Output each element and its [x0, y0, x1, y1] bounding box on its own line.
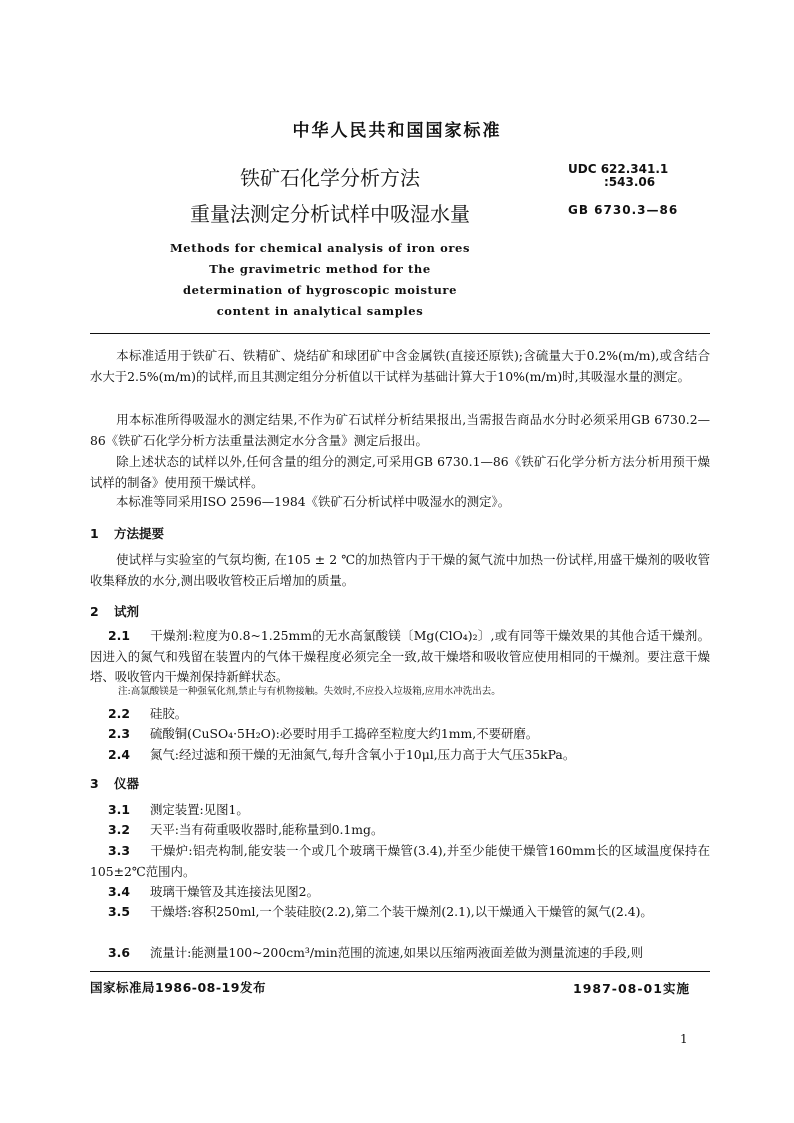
gb-code: GB 6730.3—86 [568, 203, 679, 217]
english-title-line: The gravimetric method for the [209, 262, 431, 276]
implementation-date: 1987-08-01实施 [573, 981, 690, 996]
apparatus-item: 3.2 天平:当有荷重吸收器时,能称量到0.1mg。 [108, 822, 384, 837]
reagent-item: 2.2 硅胶。 [108, 706, 188, 721]
udc-code [568, 163, 668, 189]
apparatus-item: 3.6 流量计:能测量100~200cm³/min范围的流速,如果以压缩两液面差做为测量流速的手段,则 [108, 945, 643, 960]
apparatus-item: 3.4 玻璃干燥管及其连接法见图2。 [108, 884, 319, 899]
reagent-note: 注:高氯酸镁是一种强氧化剂,禁止与有机物接触。失效时,不应投入垃圾箱,应用水冲洗出去。 [118, 686, 501, 697]
udc-line-2: :543.06 [604, 175, 656, 189]
reagent-item: 2.4 氮气:经过滤和预干燥的无油氮气,每升含氧小于10μl,压力高于大气压35kPa。 [108, 747, 576, 762]
apparatus-item: 3.1 测定装置:见图1。 [108, 802, 249, 817]
reagent-item: 2.1 干燥剂:粒度为0.8~1.25mm的无水高氯酸镁〔Mg(ClO₄)₂〕,或有同等干燥效果的其他合适干燥剂。因进入的氮气和残留在装置内的气体干燥程度必须完全一致,故干燥塔和吸收管应使用相同的干燥剂。要注意干燥塔、吸收管内干燥剂保持新鲜状态。 [90, 628, 710, 684]
apparatus-item: 3.3 干燥炉:铝壳构制,能安装一个或几个玻璃干燥管(3.4),并至少能使干燥管160mm长的区域温度保持在105±2℃范围内。 [90, 843, 710, 879]
section-1-heading: 1 方法提要 [90, 526, 165, 541]
reagent-item: 2.3 硫酸铜(CuSO₄·5H₂O):必要时用手工捣碎至粒度大约1mm,不要研磨。 [108, 726, 539, 741]
english-title-line: determination of hygroscopic moisture [182, 283, 458, 297]
intro-paragraph-4: 本标准等同采用ISO 2596—1984《铁矿石分析试样中吸湿水的测定》。 [116, 494, 511, 509]
title-line-1: 铁矿石化学分析方法 [240, 166, 420, 190]
english-title [150, 238, 490, 322]
top-divider [90, 333, 710, 334]
section-3-heading: 3 仪器 [90, 776, 140, 791]
intro-paragraph-1: 本标准适用于铁矿石、铁精矿、烧结矿和球团矿中含金属铁(直接还原铁);含硫量大于0.2%(m/m),或含结合水大于2.5%(m/m)的试样,而且其测定组分分析值以干试样为基础计算大于10%(m/m)时,其吸湿水量的测定。 [90, 348, 710, 384]
intro-paragraph-3: 除上述状态的试样以外,任何含量的组分的测定,可采用GB 6730.1—86《铁矿石化学分析方法分析用预干燥试样的制备》使用预干燥试样。 [90, 454, 710, 490]
issued-date: 国家标准局1986-08-19发布 [90, 980, 266, 995]
english-title-line: content in analytical samples [216, 304, 424, 318]
title-line-2: 重量法测定分析试样中吸湿水量 [190, 202, 470, 226]
udc-line-1: UDC 622.341.1 [568, 162, 669, 176]
section-2-heading: 2 试剂 [90, 604, 140, 619]
page-number: 1 [680, 1032, 688, 1046]
intro-paragraph-2: 用本标准所得吸湿水的测定结果,不作为矿石试样分析结果报出,当需报告商品水分时必须采用GB 6730.2—86《铁矿石化学分析方法重量法测定水分含量》测定后报出。 [90, 412, 710, 448]
section-1-text: 使试样与实验室的气氛均衡, 在105 ± 2 ℃的加热管内于干燥的氮气流中加热一份试样,用盛干燥剂的吸收管收集释放的水分,测出吸收管校正后增加的质量。 [90, 552, 710, 588]
english-title-line: Methods for chemical analysis of iron ores [169, 241, 471, 255]
bottom-divider [90, 971, 710, 972]
national-standard-heading: 中华人民共和国国家标准 [292, 121, 502, 141]
apparatus-item: 3.5 干燥塔:容积250ml,一个装硅胶(2.2),第二个装干燥剂(2.1),以干燥通入干燥管的氮气(2.4)。 [108, 904, 653, 919]
